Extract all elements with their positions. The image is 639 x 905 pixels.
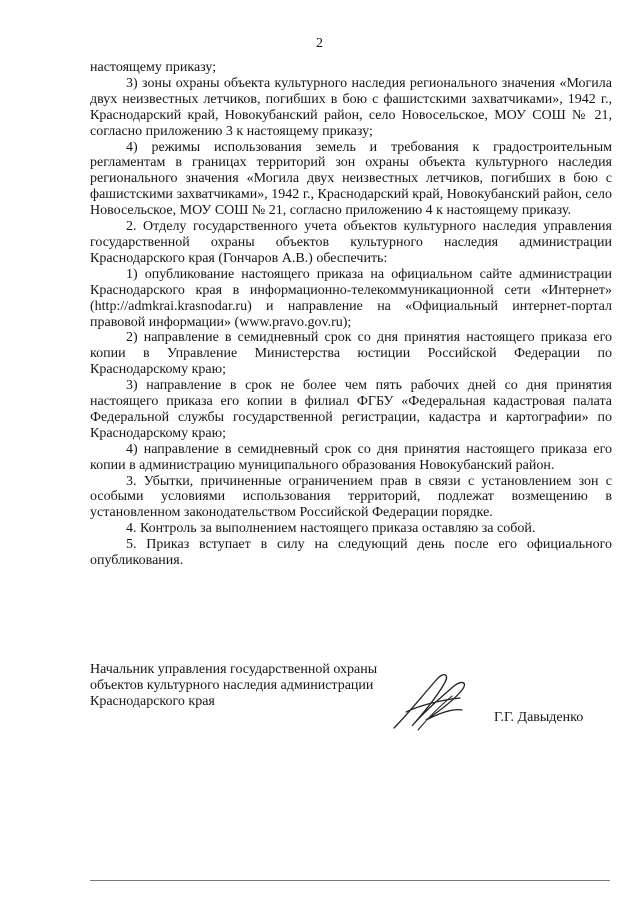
- paragraph-section-3: 3. Убытки, причиненные ограничением прав в связи с установлением зон с особыми условиями использования территорий, подлежат возмещению в установленном законодательством Российской Федерации порядке.: [90, 473, 612, 521]
- paragraph-item-3-protection-zones: 3) зоны охраны объекта культурного наследия регионального значения «Могила двух неизвестных летчиков, погибших в бою с фашистскими захватчиками», 1942 г., Краснодарский край, Новокубанский район, село Новосельское, МОУ СОШ № 21, согласно приложению 3 к настоящему приказу;: [90, 75, 612, 139]
- document-body: [90, 60, 612, 569]
- signer-title: Начальник управления государственной охраны объектов культурного наследия администрации Краснодарского края: [90, 662, 378, 709]
- bottom-divider: [90, 880, 610, 881]
- page-number: 2: [316, 36, 323, 51]
- paragraph-subitem-2-ministry-justice: 2) направление в семидневный срок со дня принятия настоящего приказа его копии в Управление Министерства юстиции Российской Федерации по Краснодарскому краю;: [90, 330, 612, 378]
- paragraph-item-4-land-use-regimes: 4) режимы использования земель и требования к градостроительным регламентам в границах территорий зон охраны объекта культурного наследия регионального значения «Могила двух неизвестных летчиков, погибших в бою с фашистскими захватчиками», 1942 г., Краснодарский край, Новокубанский район, село Новосельское, МОУ СОШ № 21, согласно приложению 4 к настоящему приказу.: [90, 139, 612, 219]
- paragraph-section-2: 2. Отделу государственного учета объектов культурного наследия управления государственной охраны объектов культурного наследия администрации Краснодарского края (Гончаров А.В.) обеспечить:: [90, 219, 612, 266]
- paragraph-continuation: настоящему приказу;: [90, 60, 217, 75]
- paragraph-subitem-1-publication: 1) опубликование настоящего приказа на официальном сайте администрации Краснодарского края в информационно-телекоммуникационной сети «Интернет» (http://admkrai.krasnodar.ru) и направление на «Официальный интернет-портал правовой информации» (www.pravo.gov.ru);: [90, 266, 612, 330]
- signer-name: Г.Г. Давыденко: [494, 710, 584, 725]
- handwritten-signature: [388, 668, 478, 736]
- paragraph-subitem-3-cadastral-chamber: 3) направление в срок не более чем пять рабочих дней со дня принятия настоящего приказа его копии в филиал ФГБУ «Федеральная кадастровая палата Федеральной службы государственной регистрации, кадастра и картографии» по Краснодарскому краю;: [90, 378, 612, 441]
- signature-block: [90, 662, 612, 725]
- paragraph-subitem-4-municipal-admin: 4) направление в семидневный срок со дня принятия настоящего приказа его копии в администрацию муниципального образования Новокубанский район.: [90, 441, 612, 473]
- paragraph-section-4: 4. Контроль за выполнением настоящего приказа оставляю за собой.: [126, 521, 536, 537]
- paragraph-section-5: 5. Приказ вступает в силу на следующий день после его официального опубликования.: [90, 537, 612, 569]
